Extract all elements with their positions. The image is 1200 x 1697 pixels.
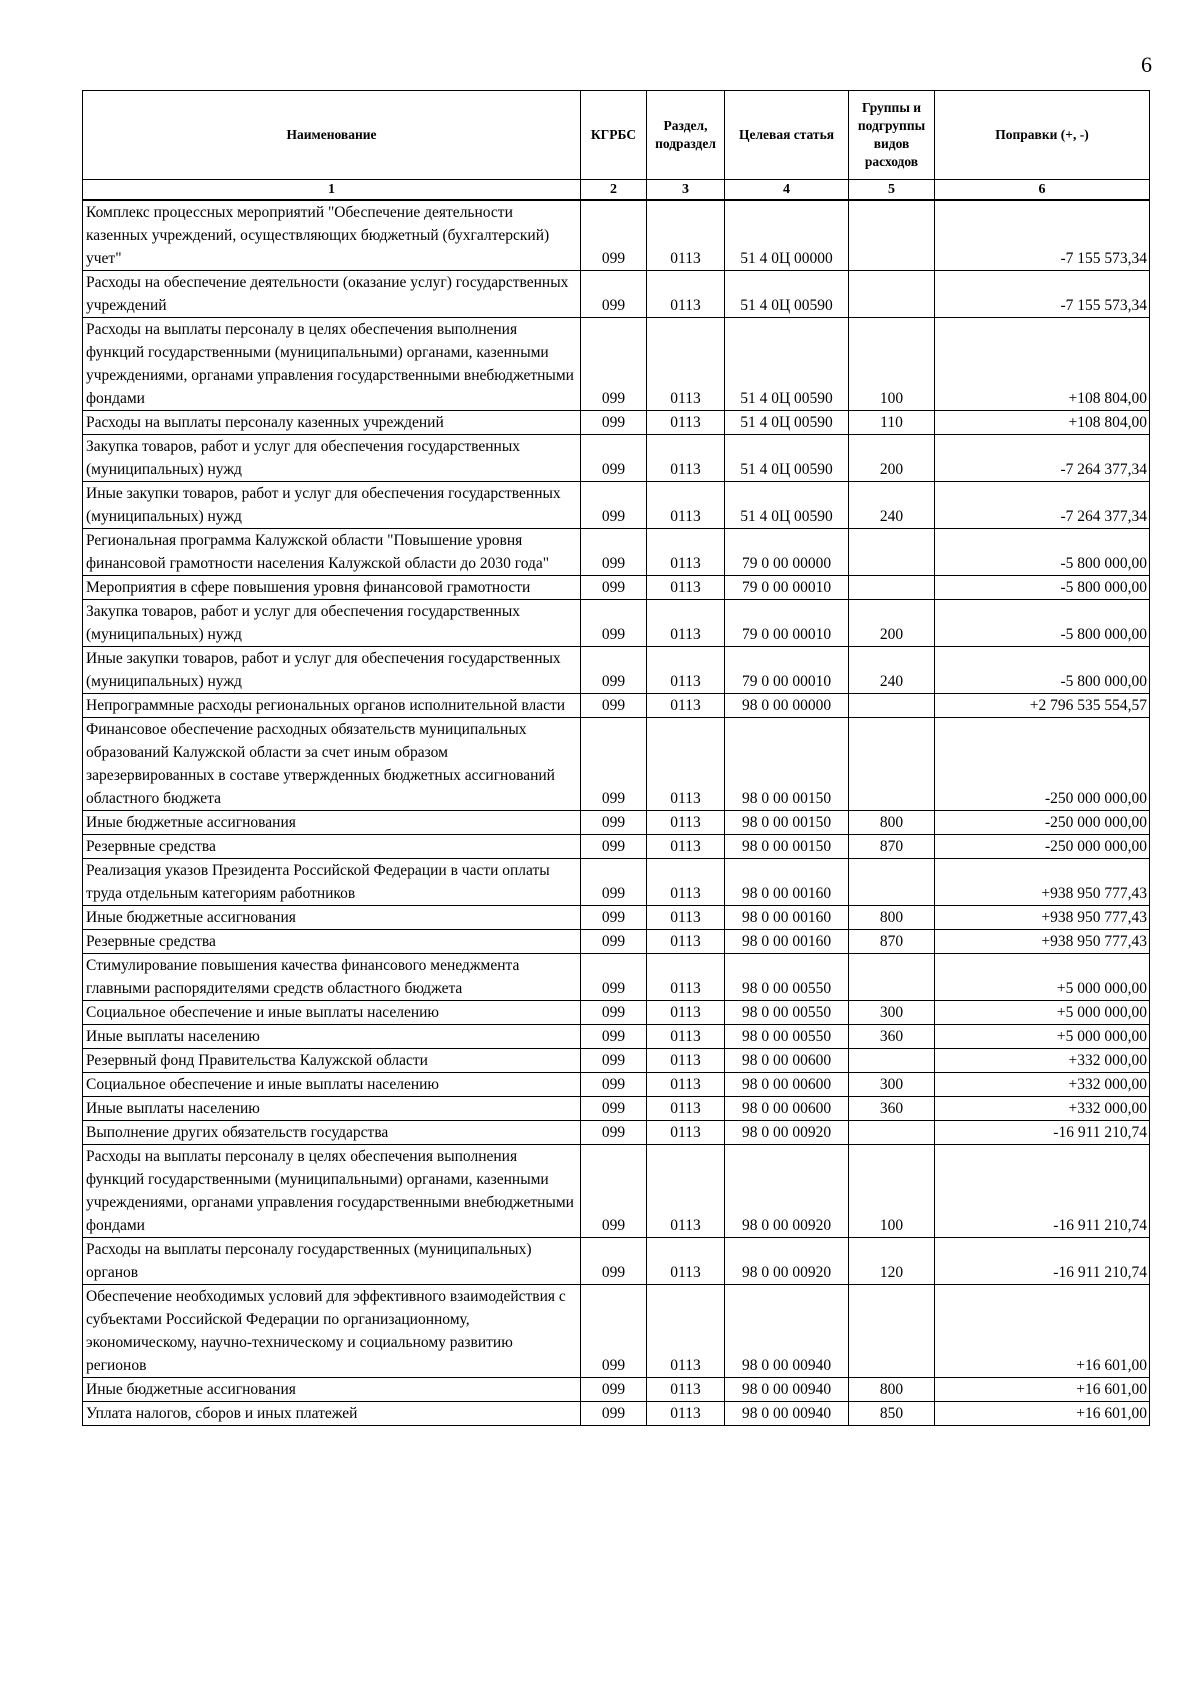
- row-section-cell: 0113: [647, 529, 725, 576]
- budget-table-container: [82, 90, 1149, 1426]
- row-kgrbs-cell: 099: [581, 1121, 647, 1145]
- row-kgrbs-cell: 099: [581, 1001, 647, 1025]
- table-row: [83, 1025, 1150, 1049]
- row-kgrbs-cell: 099: [581, 1145, 647, 1238]
- table-row: [83, 647, 1150, 694]
- column-number: 4: [725, 180, 849, 201]
- row-expense-type-cell: 120: [849, 1238, 935, 1285]
- row-kgrbs-cell: 099: [581, 411, 647, 435]
- row-target-article-cell: 98 0 00 00920: [725, 1121, 849, 1145]
- row-section-cell: 0113: [647, 835, 725, 859]
- row-kgrbs-cell: 099: [581, 576, 647, 600]
- row-expense-type-cell: 200: [849, 435, 935, 482]
- row-expense-type-cell: 800: [849, 811, 935, 835]
- table-row: [83, 529, 1150, 576]
- row-target-article-cell: 98 0 00 00940: [725, 1402, 849, 1426]
- row-section-cell: 0113: [647, 1121, 725, 1145]
- row-kgrbs-cell: 099: [581, 811, 647, 835]
- row-kgrbs-cell: 099: [581, 529, 647, 576]
- table-row: [83, 954, 1150, 1001]
- table-row: [83, 835, 1150, 859]
- row-expense-type-cell: [849, 718, 935, 811]
- table-row: [83, 318, 1150, 411]
- row-amount-cell: +2 796 535 554,57: [935, 694, 1150, 718]
- row-section-cell: 0113: [647, 411, 725, 435]
- row-amount-cell: +16 601,00: [935, 1402, 1150, 1426]
- row-name-cell: Иные бюджетные ассигнования: [83, 1378, 581, 1402]
- page-number: 6: [1141, 52, 1152, 77]
- column-number: 3: [647, 180, 725, 201]
- row-expense-type-cell: 800: [849, 906, 935, 930]
- row-target-article-cell: 51 4 0Ц 00590: [725, 271, 849, 318]
- row-amount-cell: +332 000,00: [935, 1073, 1150, 1097]
- row-name-cell: Иные выплаты населению: [83, 1025, 581, 1049]
- row-amount-cell: +16 601,00: [935, 1285, 1150, 1378]
- table-row: [83, 930, 1150, 954]
- row-target-article-cell: 98 0 00 00160: [725, 906, 849, 930]
- budget-table: [82, 90, 1150, 1426]
- row-target-article-cell: 98 0 00 00940: [725, 1378, 849, 1402]
- row-name-cell: Иные закупки товаров, работ и услуг для обеспечения государственных (муниципальных) нужд: [83, 482, 581, 529]
- row-section-cell: 0113: [647, 647, 725, 694]
- table-row: [83, 1001, 1150, 1025]
- row-amount-cell: -7 264 377,34: [935, 435, 1150, 482]
- row-target-article-cell: 98 0 00 00550: [725, 954, 849, 1001]
- table-row: [83, 411, 1150, 435]
- header-section: Раздел, подраздел: [647, 91, 725, 180]
- row-name-cell: Стимулирование повышения качества финансового менеджмента главными распорядителями средств областного бюджета: [83, 954, 581, 1001]
- row-name-cell: Иные бюджетные ассигнования: [83, 906, 581, 930]
- row-name-cell: Расходы на выплаты персоналу в целях обеспечения выполнения функций государственными (муниципальными) органами, казенными учреждениями, органами управления государственными внебюджетными фондами: [83, 318, 581, 411]
- row-kgrbs-cell: 099: [581, 200, 647, 271]
- row-expense-type-cell: [849, 1285, 935, 1378]
- row-target-article-cell: 98 0 00 00150: [725, 811, 849, 835]
- row-name-cell: Реализация указов Президента Российской Федерации в части оплаты труда отдельным категориям работников: [83, 859, 581, 906]
- column-number: 5: [849, 180, 935, 201]
- table-row: [83, 1378, 1150, 1402]
- row-expense-type-cell: 360: [849, 1097, 935, 1121]
- row-section-cell: 0113: [647, 694, 725, 718]
- table-row: [83, 1145, 1150, 1238]
- row-section-cell: 0113: [647, 954, 725, 1001]
- row-expense-type-cell: 240: [849, 647, 935, 694]
- row-target-article-cell: 98 0 00 00000: [725, 694, 849, 718]
- row-amount-cell: -16 911 210,74: [935, 1145, 1150, 1238]
- row-kgrbs-cell: 099: [581, 835, 647, 859]
- row-target-article-cell: 98 0 00 00160: [725, 930, 849, 954]
- row-name-cell: Иные закупки товаров, работ и услуг для обеспечения государственных (муниципальных) нужд: [83, 647, 581, 694]
- row-amount-cell: +5 000 000,00: [935, 1025, 1150, 1049]
- row-section-cell: 0113: [647, 906, 725, 930]
- row-name-cell: Расходы на выплаты персоналу казенных учреждений: [83, 411, 581, 435]
- row-section-cell: 0113: [647, 1001, 725, 1025]
- row-expense-type-cell: [849, 1121, 935, 1145]
- row-name-cell: Социальное обеспечение и иные выплаты населению: [83, 1073, 581, 1097]
- row-section-cell: 0113: [647, 1097, 725, 1121]
- column-number: 1: [83, 180, 581, 201]
- row-section-cell: 0113: [647, 1073, 725, 1097]
- table-row: [83, 1121, 1150, 1145]
- row-name-cell: Обеспечение необходимых условий для эффективного взаимодействия с субъектами Российской Федерации по организационному, экономическому, научно-техническому и социальному развитию регионов: [83, 1285, 581, 1378]
- row-kgrbs-cell: 099: [581, 718, 647, 811]
- row-expense-type-cell: 100: [849, 1145, 935, 1238]
- row-amount-cell: +938 950 777,43: [935, 906, 1150, 930]
- table-row: [83, 576, 1150, 600]
- row-expense-type-cell: [849, 271, 935, 318]
- row-target-article-cell: 79 0 00 00000: [725, 529, 849, 576]
- row-name-cell: Расходы на обеспечение деятельности (оказание услуг) государственных учреждений: [83, 271, 581, 318]
- row-target-article-cell: 98 0 00 00600: [725, 1097, 849, 1121]
- row-section-cell: 0113: [647, 1025, 725, 1049]
- row-target-article-cell: 51 4 0Ц 00590: [725, 411, 849, 435]
- row-amount-cell: +938 950 777,43: [935, 859, 1150, 906]
- row-name-cell: Расходы на выплаты персоналу государственных (муниципальных) органов: [83, 1238, 581, 1285]
- row-target-article-cell: 98 0 00 00150: [725, 718, 849, 811]
- row-expense-type-cell: [849, 1049, 935, 1073]
- row-name-cell: Комплекс процессных мероприятий "Обеспечение деятельности казенных учреждений, осуществляющих бюджетный (бухгалтерский) учет": [83, 200, 581, 271]
- row-target-article-cell: 98 0 00 00160: [725, 859, 849, 906]
- row-amount-cell: +108 804,00: [935, 318, 1150, 411]
- header-row: [83, 91, 1150, 180]
- table-row: [83, 906, 1150, 930]
- row-name-cell: Закупка товаров, работ и услуг для обеспечения государственных (муниципальных) нужд: [83, 600, 581, 647]
- row-amount-cell: -5 800 000,00: [935, 576, 1150, 600]
- table-row: [83, 1285, 1150, 1378]
- row-target-article-cell: 98 0 00 00550: [725, 1001, 849, 1025]
- header-target-article: Целевая статья: [725, 91, 849, 180]
- row-target-article-cell: 98 0 00 00600: [725, 1073, 849, 1097]
- row-expense-type-cell: [849, 694, 935, 718]
- row-amount-cell: +332 000,00: [935, 1049, 1150, 1073]
- row-kgrbs-cell: 099: [581, 1073, 647, 1097]
- row-kgrbs-cell: 099: [581, 954, 647, 1001]
- row-name-cell: Уплата налогов, сборов и иных платежей: [83, 1402, 581, 1426]
- row-kgrbs-cell: 099: [581, 1049, 647, 1073]
- table-row: [83, 600, 1150, 647]
- row-name-cell: Иные выплаты населению: [83, 1097, 581, 1121]
- row-amount-cell: -250 000 000,00: [935, 718, 1150, 811]
- row-section-cell: 0113: [647, 576, 725, 600]
- header-kgrbs: КГРБС: [581, 91, 647, 180]
- row-target-article-cell: 79 0 00 00010: [725, 647, 849, 694]
- header-expense-type: Группы и подгруппы видов расходов: [849, 91, 935, 180]
- row-section-cell: 0113: [647, 271, 725, 318]
- row-section-cell: 0113: [647, 600, 725, 647]
- row-amount-cell: -16 911 210,74: [935, 1121, 1150, 1145]
- row-target-article-cell: 51 4 0Ц 00590: [725, 482, 849, 529]
- row-name-cell: Финансовое обеспечение расходных обязательств муниципальных образований Калужской области за счет иным образом зарезервированных в составе утвержденных бюджетных ассигнований областного бюджета: [83, 718, 581, 811]
- row-name-cell: Расходы на выплаты персоналу в целях обеспечения выполнения функций государственными (муниципальными) органами, казенными учреждениями, органами управления государственными внебюджетными фондами: [83, 1145, 581, 1238]
- table-row: [83, 200, 1150, 271]
- row-target-article-cell: 98 0 00 00150: [725, 835, 849, 859]
- row-target-article-cell: 98 0 00 00940: [725, 1285, 849, 1378]
- table-row: [83, 718, 1150, 811]
- table-row: [83, 1238, 1150, 1285]
- row-section-cell: 0113: [647, 482, 725, 529]
- row-expense-type-cell: [849, 529, 935, 576]
- row-name-cell: Региональная программа Калужской области "Повышение уровня финансовой грамотности населения Калужской области до 2030 года": [83, 529, 581, 576]
- row-expense-type-cell: 200: [849, 600, 935, 647]
- row-kgrbs-cell: 099: [581, 1285, 647, 1378]
- column-number: 2: [581, 180, 647, 201]
- row-expense-type-cell: 870: [849, 835, 935, 859]
- header-amendments: Поправки (+, -): [935, 91, 1150, 180]
- row-name-cell: Выполнение других обязательств государства: [83, 1121, 581, 1145]
- row-target-article-cell: 79 0 00 00010: [725, 576, 849, 600]
- row-kgrbs-cell: 099: [581, 1025, 647, 1049]
- row-section-cell: 0113: [647, 718, 725, 811]
- row-target-article-cell: 51 4 0Ц 00000: [725, 200, 849, 271]
- row-kgrbs-cell: 099: [581, 1097, 647, 1121]
- row-kgrbs-cell: 099: [581, 1238, 647, 1285]
- row-amount-cell: +332 000,00: [935, 1097, 1150, 1121]
- table-row: [83, 1049, 1150, 1073]
- row-target-article-cell: 51 4 0Ц 00590: [725, 435, 849, 482]
- row-expense-type-cell: [849, 200, 935, 271]
- row-expense-type-cell: 300: [849, 1001, 935, 1025]
- row-amount-cell: -7 264 377,34: [935, 482, 1150, 529]
- row-section-cell: 0113: [647, 435, 725, 482]
- row-amount-cell: +16 601,00: [935, 1378, 1150, 1402]
- row-target-article-cell: 51 4 0Ц 00590: [725, 318, 849, 411]
- row-name-cell: Резервные средства: [83, 930, 581, 954]
- row-amount-cell: -5 800 000,00: [935, 647, 1150, 694]
- row-amount-cell: -7 155 573,34: [935, 271, 1150, 318]
- row-target-article-cell: 98 0 00 00550: [725, 1025, 849, 1049]
- table-body: [83, 200, 1150, 1426]
- row-expense-type-cell: 300: [849, 1073, 935, 1097]
- row-kgrbs-cell: 099: [581, 859, 647, 906]
- row-kgrbs-cell: 099: [581, 435, 647, 482]
- row-kgrbs-cell: 099: [581, 694, 647, 718]
- row-name-cell: Резервный фонд Правительства Калужской области: [83, 1049, 581, 1073]
- column-number: 6: [935, 180, 1150, 201]
- header-name: Наименование: [83, 91, 581, 180]
- row-section-cell: 0113: [647, 1285, 725, 1378]
- row-target-article-cell: 98 0 00 00920: [725, 1145, 849, 1238]
- row-kgrbs-cell: 099: [581, 647, 647, 694]
- row-target-article-cell: 98 0 00 00600: [725, 1049, 849, 1073]
- row-name-cell: Резервные средства: [83, 835, 581, 859]
- table-row: [83, 271, 1150, 318]
- row-amount-cell: -5 800 000,00: [935, 600, 1150, 647]
- row-section-cell: 0113: [647, 200, 725, 271]
- row-kgrbs-cell: 099: [581, 1402, 647, 1426]
- row-kgrbs-cell: 099: [581, 318, 647, 411]
- row-expense-type-cell: 110: [849, 411, 935, 435]
- row-name-cell: Непрограммные расходы региональных органов исполнительной власти: [83, 694, 581, 718]
- row-amount-cell: -250 000 000,00: [935, 835, 1150, 859]
- row-expense-type-cell: [849, 859, 935, 906]
- row-amount-cell: +5 000 000,00: [935, 954, 1150, 1001]
- row-amount-cell: -250 000 000,00: [935, 811, 1150, 835]
- row-expense-type-cell: 850: [849, 1402, 935, 1426]
- row-name-cell: Закупка товаров, работ и услуг для обеспечения государственных (муниципальных) нужд: [83, 435, 581, 482]
- table-row: [83, 811, 1150, 835]
- row-section-cell: 0113: [647, 930, 725, 954]
- row-amount-cell: -5 800 000,00: [935, 529, 1150, 576]
- row-amount-cell: +108 804,00: [935, 411, 1150, 435]
- row-section-cell: 0113: [647, 318, 725, 411]
- row-expense-type-cell: [849, 576, 935, 600]
- row-section-cell: 0113: [647, 1145, 725, 1238]
- table-row: [83, 1073, 1150, 1097]
- row-amount-cell: +938 950 777,43: [935, 930, 1150, 954]
- row-amount-cell: -7 155 573,34: [935, 200, 1150, 271]
- row-section-cell: 0113: [647, 1378, 725, 1402]
- row-target-article-cell: 79 0 00 00010: [725, 600, 849, 647]
- row-name-cell: Мероприятия в сфере повышения уровня финансовой грамотности: [83, 576, 581, 600]
- row-kgrbs-cell: 099: [581, 906, 647, 930]
- row-expense-type-cell: [849, 954, 935, 1001]
- row-kgrbs-cell: 099: [581, 600, 647, 647]
- row-section-cell: 0113: [647, 1049, 725, 1073]
- table-row: [83, 1097, 1150, 1121]
- row-target-article-cell: 98 0 00 00920: [725, 1238, 849, 1285]
- row-expense-type-cell: 800: [849, 1378, 935, 1402]
- row-section-cell: 0113: [647, 811, 725, 835]
- row-expense-type-cell: 870: [849, 930, 935, 954]
- row-section-cell: 0113: [647, 1402, 725, 1426]
- row-name-cell: Социальное обеспечение и иные выплаты населению: [83, 1001, 581, 1025]
- row-name-cell: Иные бюджетные ассигнования: [83, 811, 581, 835]
- row-amount-cell: -16 911 210,74: [935, 1238, 1150, 1285]
- row-expense-type-cell: 240: [849, 482, 935, 529]
- row-expense-type-cell: 360: [849, 1025, 935, 1049]
- row-kgrbs-cell: 099: [581, 271, 647, 318]
- row-kgrbs-cell: 099: [581, 1378, 647, 1402]
- table-row: [83, 435, 1150, 482]
- row-expense-type-cell: 100: [849, 318, 935, 411]
- row-kgrbs-cell: 099: [581, 482, 647, 529]
- row-kgrbs-cell: 099: [581, 930, 647, 954]
- row-section-cell: 0113: [647, 1238, 725, 1285]
- table-row: [83, 1402, 1150, 1426]
- row-section-cell: 0113: [647, 859, 725, 906]
- row-amount-cell: +5 000 000,00: [935, 1001, 1150, 1025]
- table-row: [83, 694, 1150, 718]
- column-number-row: [83, 180, 1150, 201]
- table-row: [83, 859, 1150, 906]
- table-row: [83, 482, 1150, 529]
